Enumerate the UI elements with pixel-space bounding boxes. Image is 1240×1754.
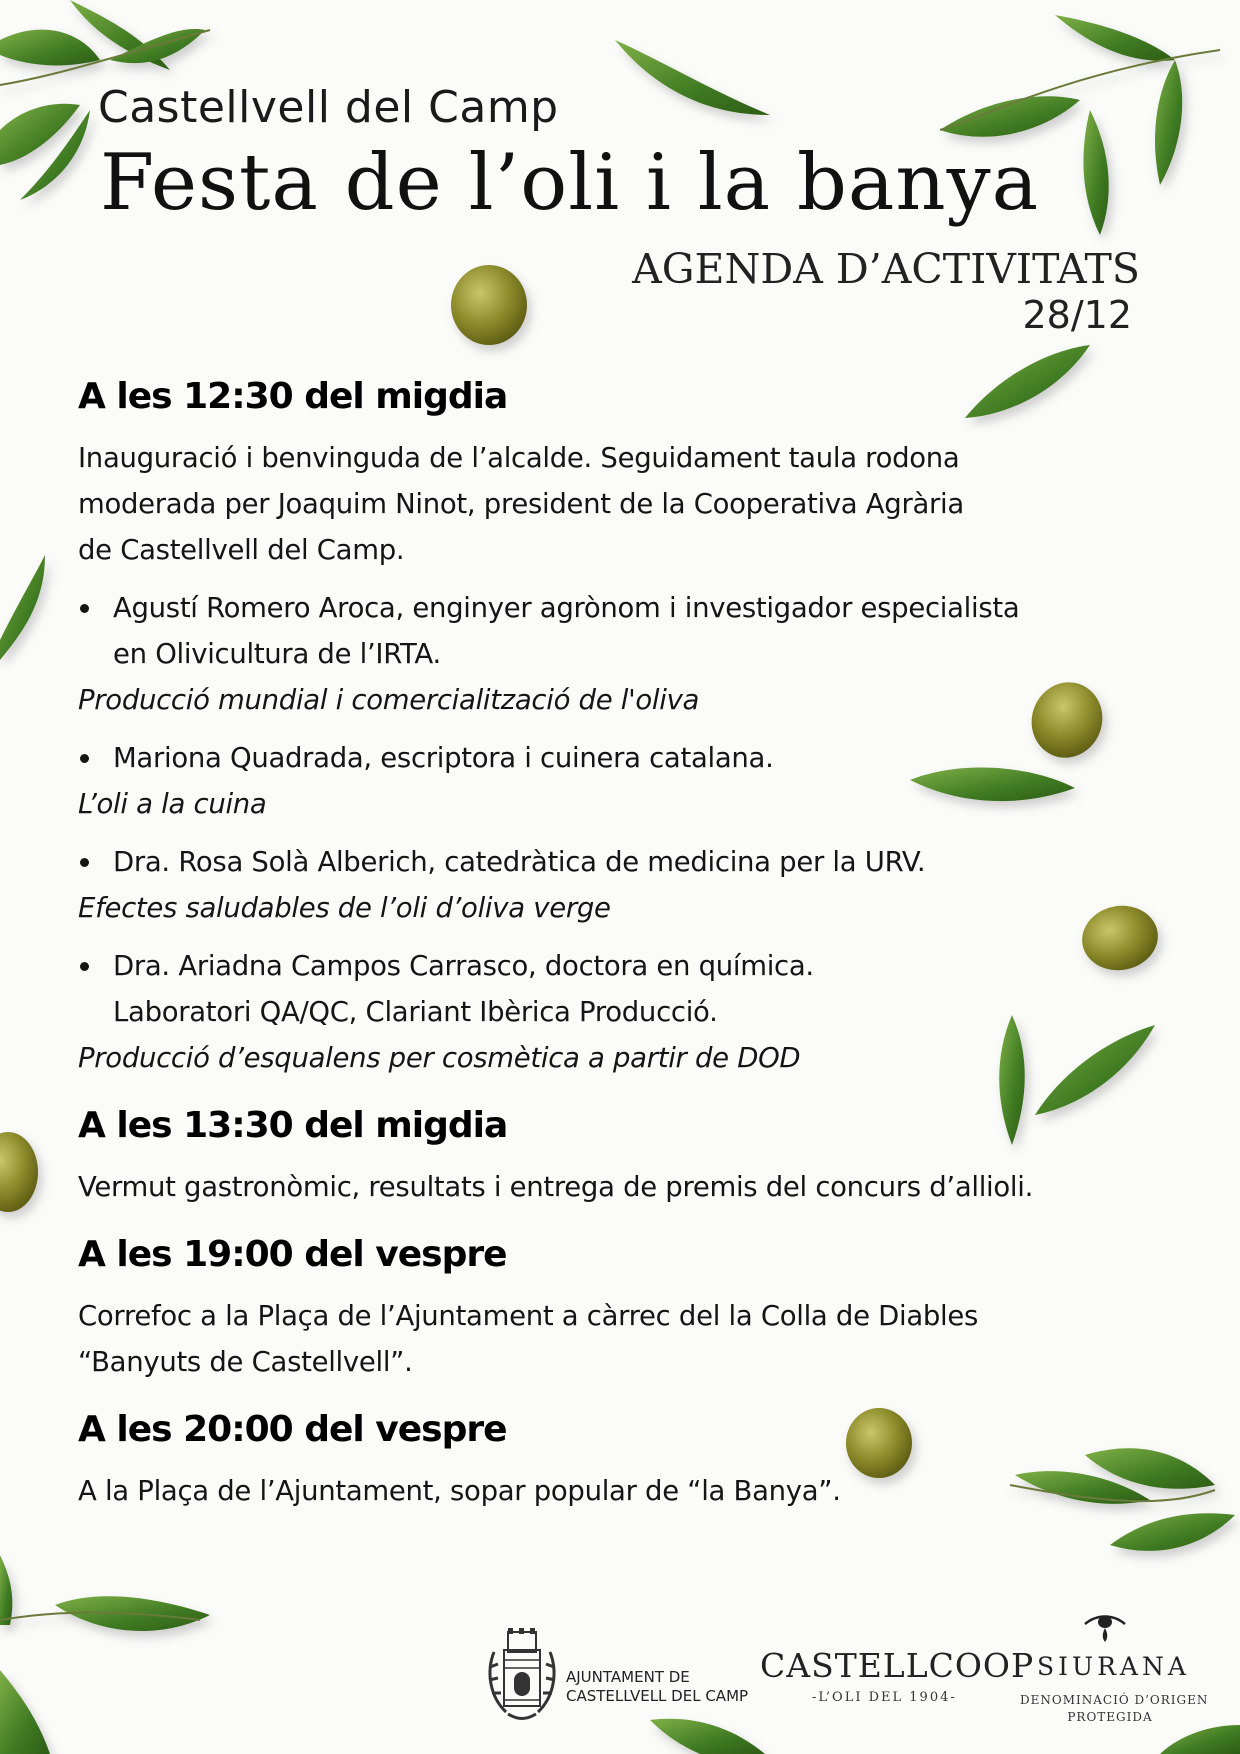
time-heading: A les 19:00 del vespre: [78, 1234, 507, 1275]
speaker-line: en Olivicultura de l’IRTA.: [113, 638, 441, 670]
event-line: Correfoc a la Plaça de l’Ajuntament a càrrec del la Colla de Diables: [78, 1300, 979, 1332]
olive-drop-icon: [1083, 1610, 1127, 1646]
sponsor-footer: [0, 1610, 1240, 1750]
intro-line: Inauguració i benvinguda de l’alcalde. Seguidament taula rodona: [78, 442, 960, 474]
speaker-item: [78, 943, 1168, 1035]
talk-title: Producció mundial i comercialització de l'oliva: [78, 684, 700, 716]
intro-line: de Castellvell del Camp.: [78, 534, 405, 566]
bullet-icon: [80, 604, 89, 613]
talk-title: L’oli a la cuina: [78, 788, 267, 820]
leaf: [0, 555, 45, 660]
agenda-content: [78, 376, 1168, 1514]
event-line: Vermut gastronòmic, resultats i entrega de premis del concurs d’allioli.: [78, 1171, 1034, 1203]
event-date: 28/12: [1022, 293, 1132, 337]
bullet-icon: [80, 962, 89, 971]
time-heading: A les 13:30 del migdia: [78, 1105, 508, 1146]
talk-title: Efectes saludables de l’oli d’oliva verge: [78, 892, 611, 924]
event-title: Festa de l’oli i la banya: [100, 138, 1040, 228]
speaker-line: Laboratori QA/QC, Clariant Ibèrica Producció.: [113, 996, 718, 1028]
event-line: A la Plaça de l’Ajuntament, sopar popular de “la Banya”.: [78, 1475, 841, 1507]
leaf: [940, 96, 1080, 137]
speaker-line: Dra. Rosa Solà Alberich, catedràtica de medicina per la URV.: [113, 846, 926, 878]
intro-line: moderada per Joaquim Ninot, president de la Cooperativa Agrària: [78, 488, 964, 520]
speaker-line: Dra. Ariadna Campos Carrasco, doctora en química.: [113, 950, 814, 982]
castellcoop-tagline: -L’OLI DEL 1904-: [812, 1690, 957, 1705]
olive: [0, 1132, 38, 1212]
speaker-item: [78, 585, 1168, 677]
speaker-line: Agustí Romero Aroca, enginyer agrònom i investigador especialista: [113, 592, 1020, 624]
siurana-tagline: [1020, 1692, 1209, 1726]
speaker-item: [78, 839, 1168, 885]
leaf: [1110, 1513, 1235, 1551]
leaf: [1083, 110, 1108, 235]
speaker-item: [78, 735, 1168, 781]
talk-title: Producció d’esqualens per cosmètica a partir de DOD: [78, 1042, 801, 1074]
siurana-tagline-line: DENOMINACIÓ D’ORIGEN: [1020, 1693, 1209, 1707]
leaf: [1055, 15, 1175, 61]
time-heading: A les 12:30 del migdia: [78, 376, 508, 417]
speaker-line: Mariona Quadrada, escriptora i cuinera catalana.: [113, 742, 774, 774]
ajuntament-line: CASTELLVELL DEL CAMP: [566, 1687, 749, 1705]
time-heading: A les 20:00 del vespre: [78, 1409, 507, 1450]
leaf: [0, 30, 100, 66]
castellcoop-logo: CASTELLCOOP: [760, 1646, 1035, 1685]
leaf: [615, 40, 770, 115]
agenda-label: AGENDA D’ACTIVITATS: [632, 245, 1140, 293]
ajuntament-label: [566, 1668, 748, 1706]
bullet-icon: [80, 754, 89, 763]
town-name: Castellvell del Camp: [98, 82, 559, 133]
town-crest-icon: [484, 1622, 560, 1722]
olive: [451, 265, 527, 345]
siurana-tagline-line: PROTEGIDA: [1067, 1710, 1153, 1724]
ajuntament-line: AJUNTAMENT DE: [566, 1668, 690, 1686]
event-line: “Banyuts de Castellvell”.: [78, 1346, 413, 1378]
siurana-logo: SIURANA: [1037, 1652, 1190, 1681]
bullet-icon: [80, 858, 89, 867]
leaf: [1155, 60, 1182, 185]
